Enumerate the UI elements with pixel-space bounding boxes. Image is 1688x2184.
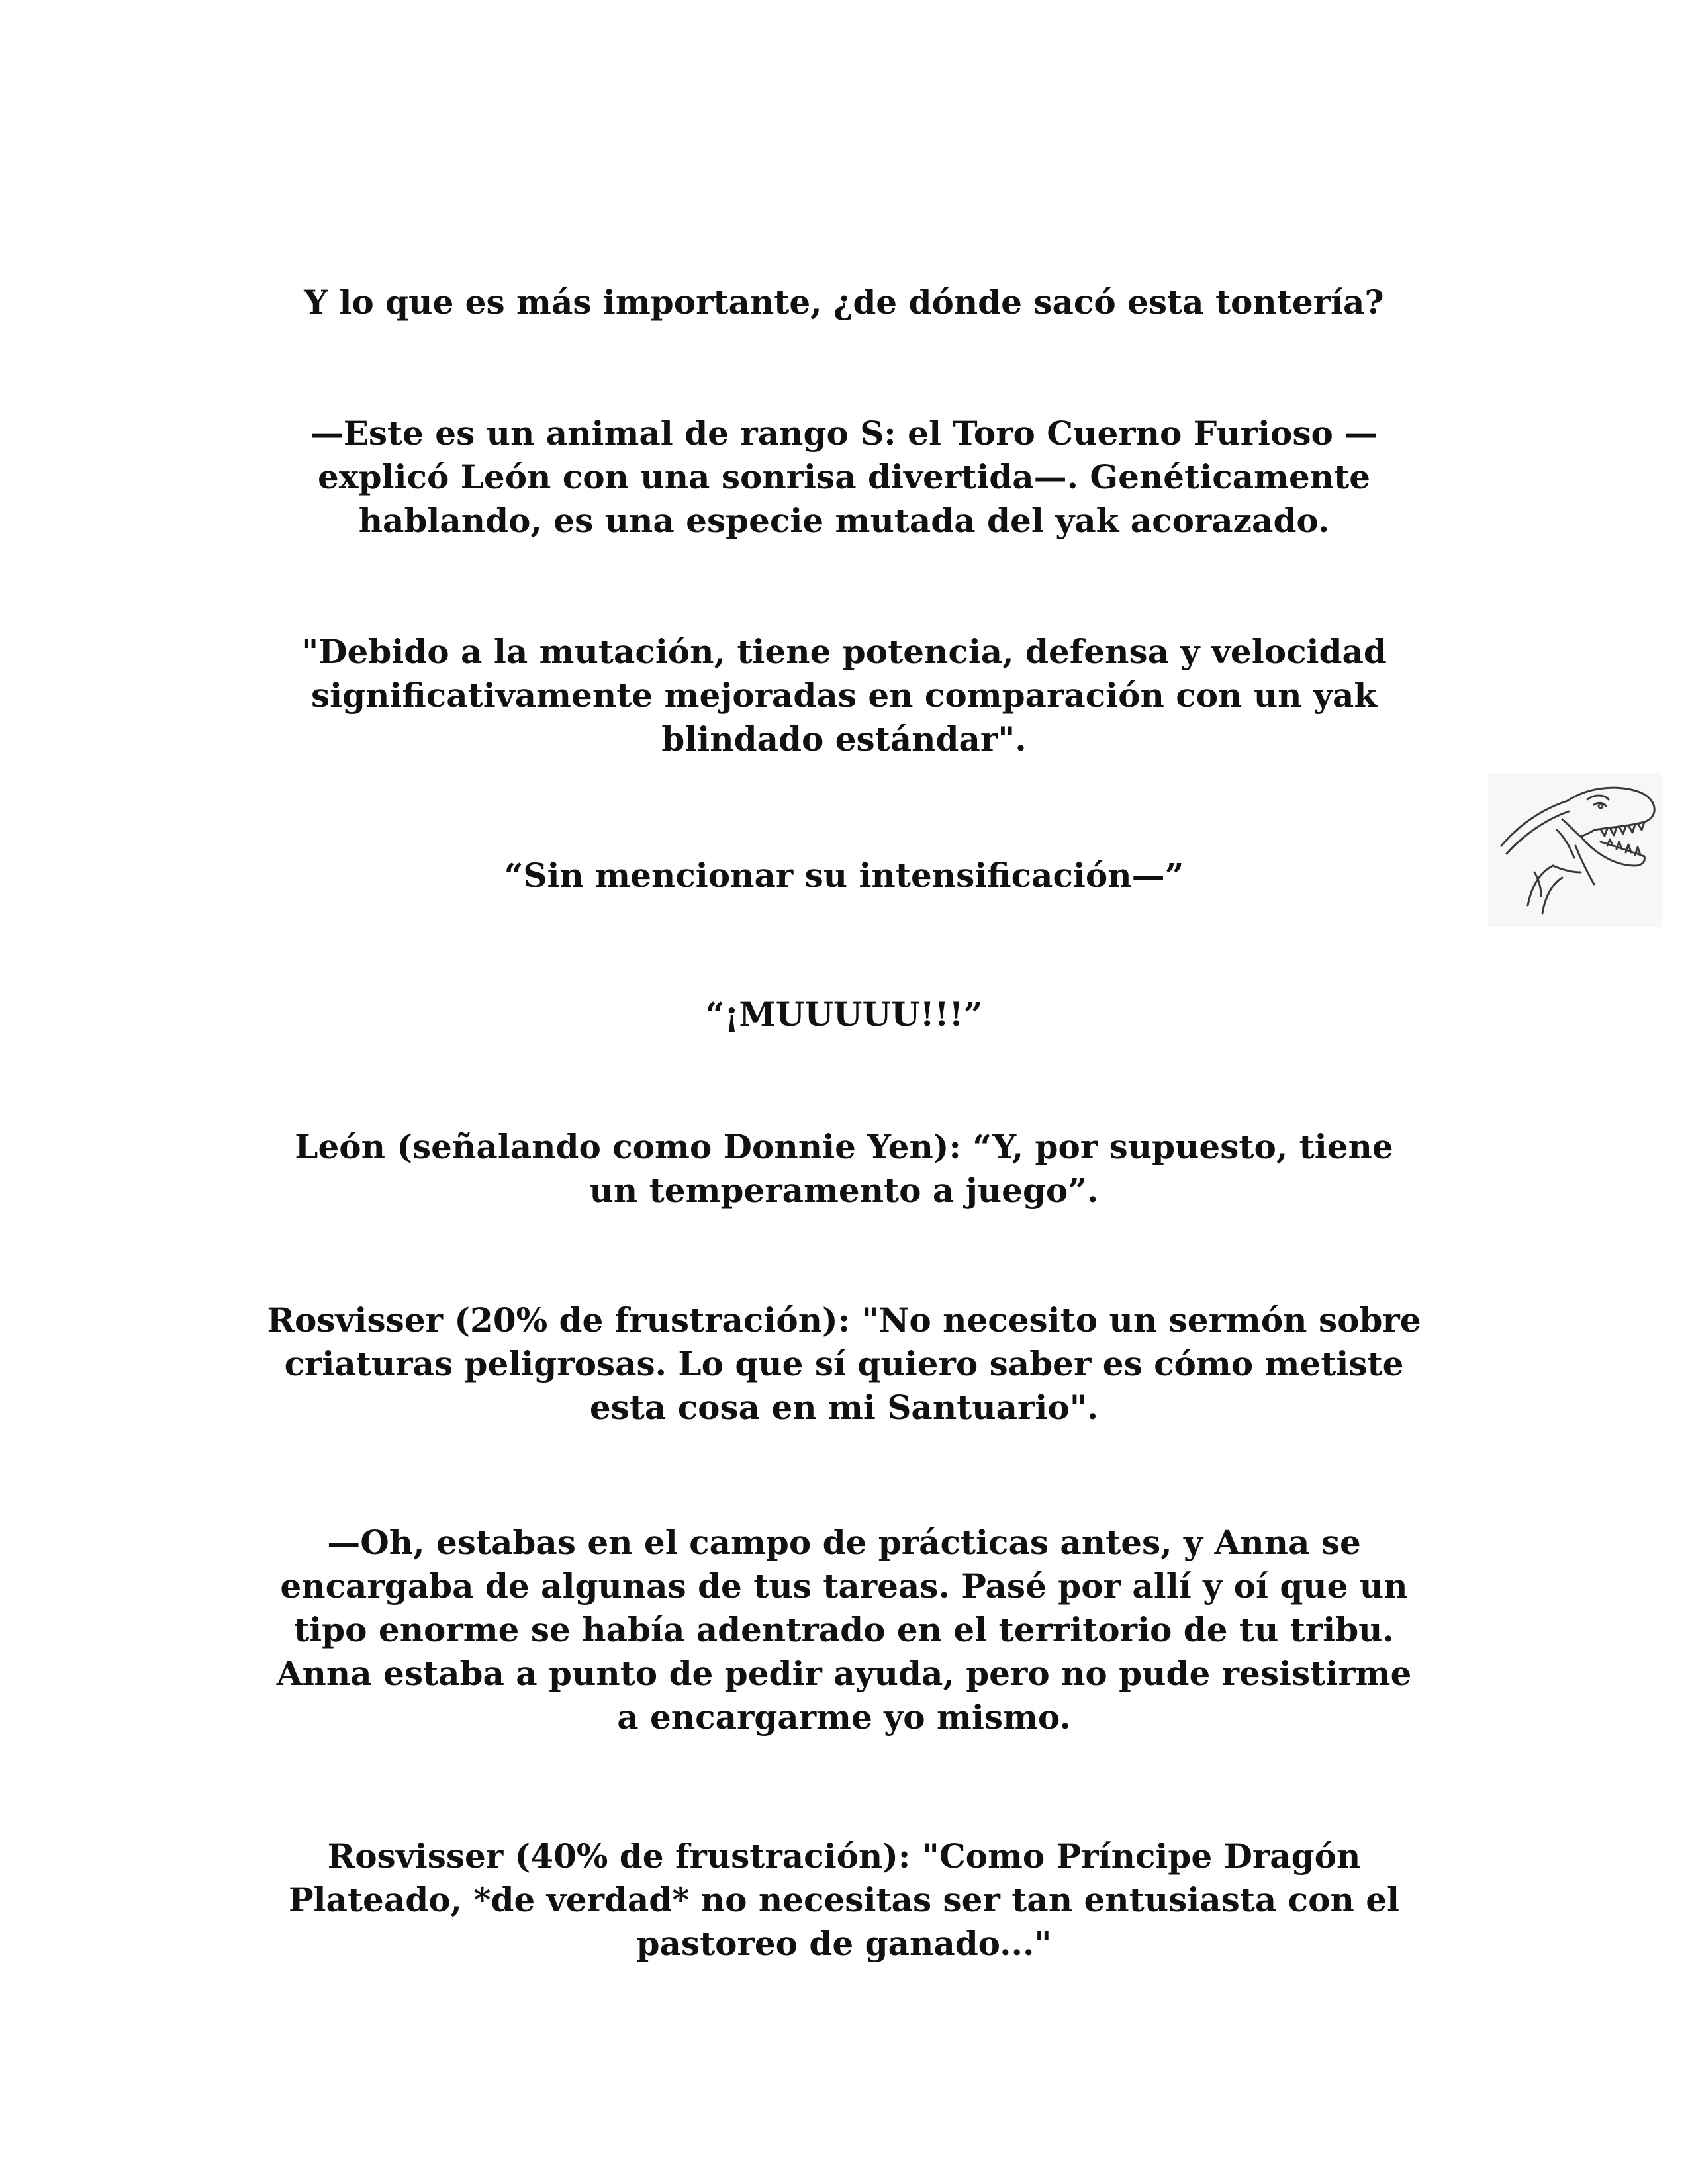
paragraph-2: —Este es un animal de rango S: el Toro Cuerno Furioso — explicó León con una sonrisa divertida—. Genéticamente hablando, es una especie mutada del yak acorazado. [310,414,1378,540]
paragraph-8: —Oh, estabas en el campo de prácticas antes, y Anna se encargaba de algunas de tus tareas. Pasé por allí y oí que un tipo enorme se había adentrado en el territorio de tu tribu. Anna estaba a punto de pedir ayuda, pero no pude resistirme a encargarme yo mismo. [276,1523,1412,1737]
paragraph-9: Rosvisser (40% de frustración): "Como Príncipe Dragón Plateado, *de verdad* no necesitas ser tan entusiasta con el pastoreo de ganado..." [288,1837,1400,1963]
paragraph-3: "Debido a la mutación, tiene potencia, defensa y velocidad significativamente mejoradas en comparación con un yak blindado estándar". [301,632,1387,758]
paragraph-7: Rosvisser (20% de frustración): "No necesito un sermón sobre criaturas peligrosas. Lo que sí quiero saber es cómo metiste esta cosa en mi Santuario". [267,1300,1421,1427]
dinosaur-head-sketch-icon [1488,773,1662,927]
paragraph-1: Y lo que es más importante, ¿de dónde sacó esta tontería? [304,283,1384,322]
paragraph-6: León (señalando como Donnie Yen): “Y, por supuesto, tiene un temperamento a juego”. [295,1127,1393,1210]
paragraph-4: “Sin mencionar su intensificación—” [504,856,1184,895]
paragraph-5: “¡MUUUUU!!!” [705,995,983,1034]
